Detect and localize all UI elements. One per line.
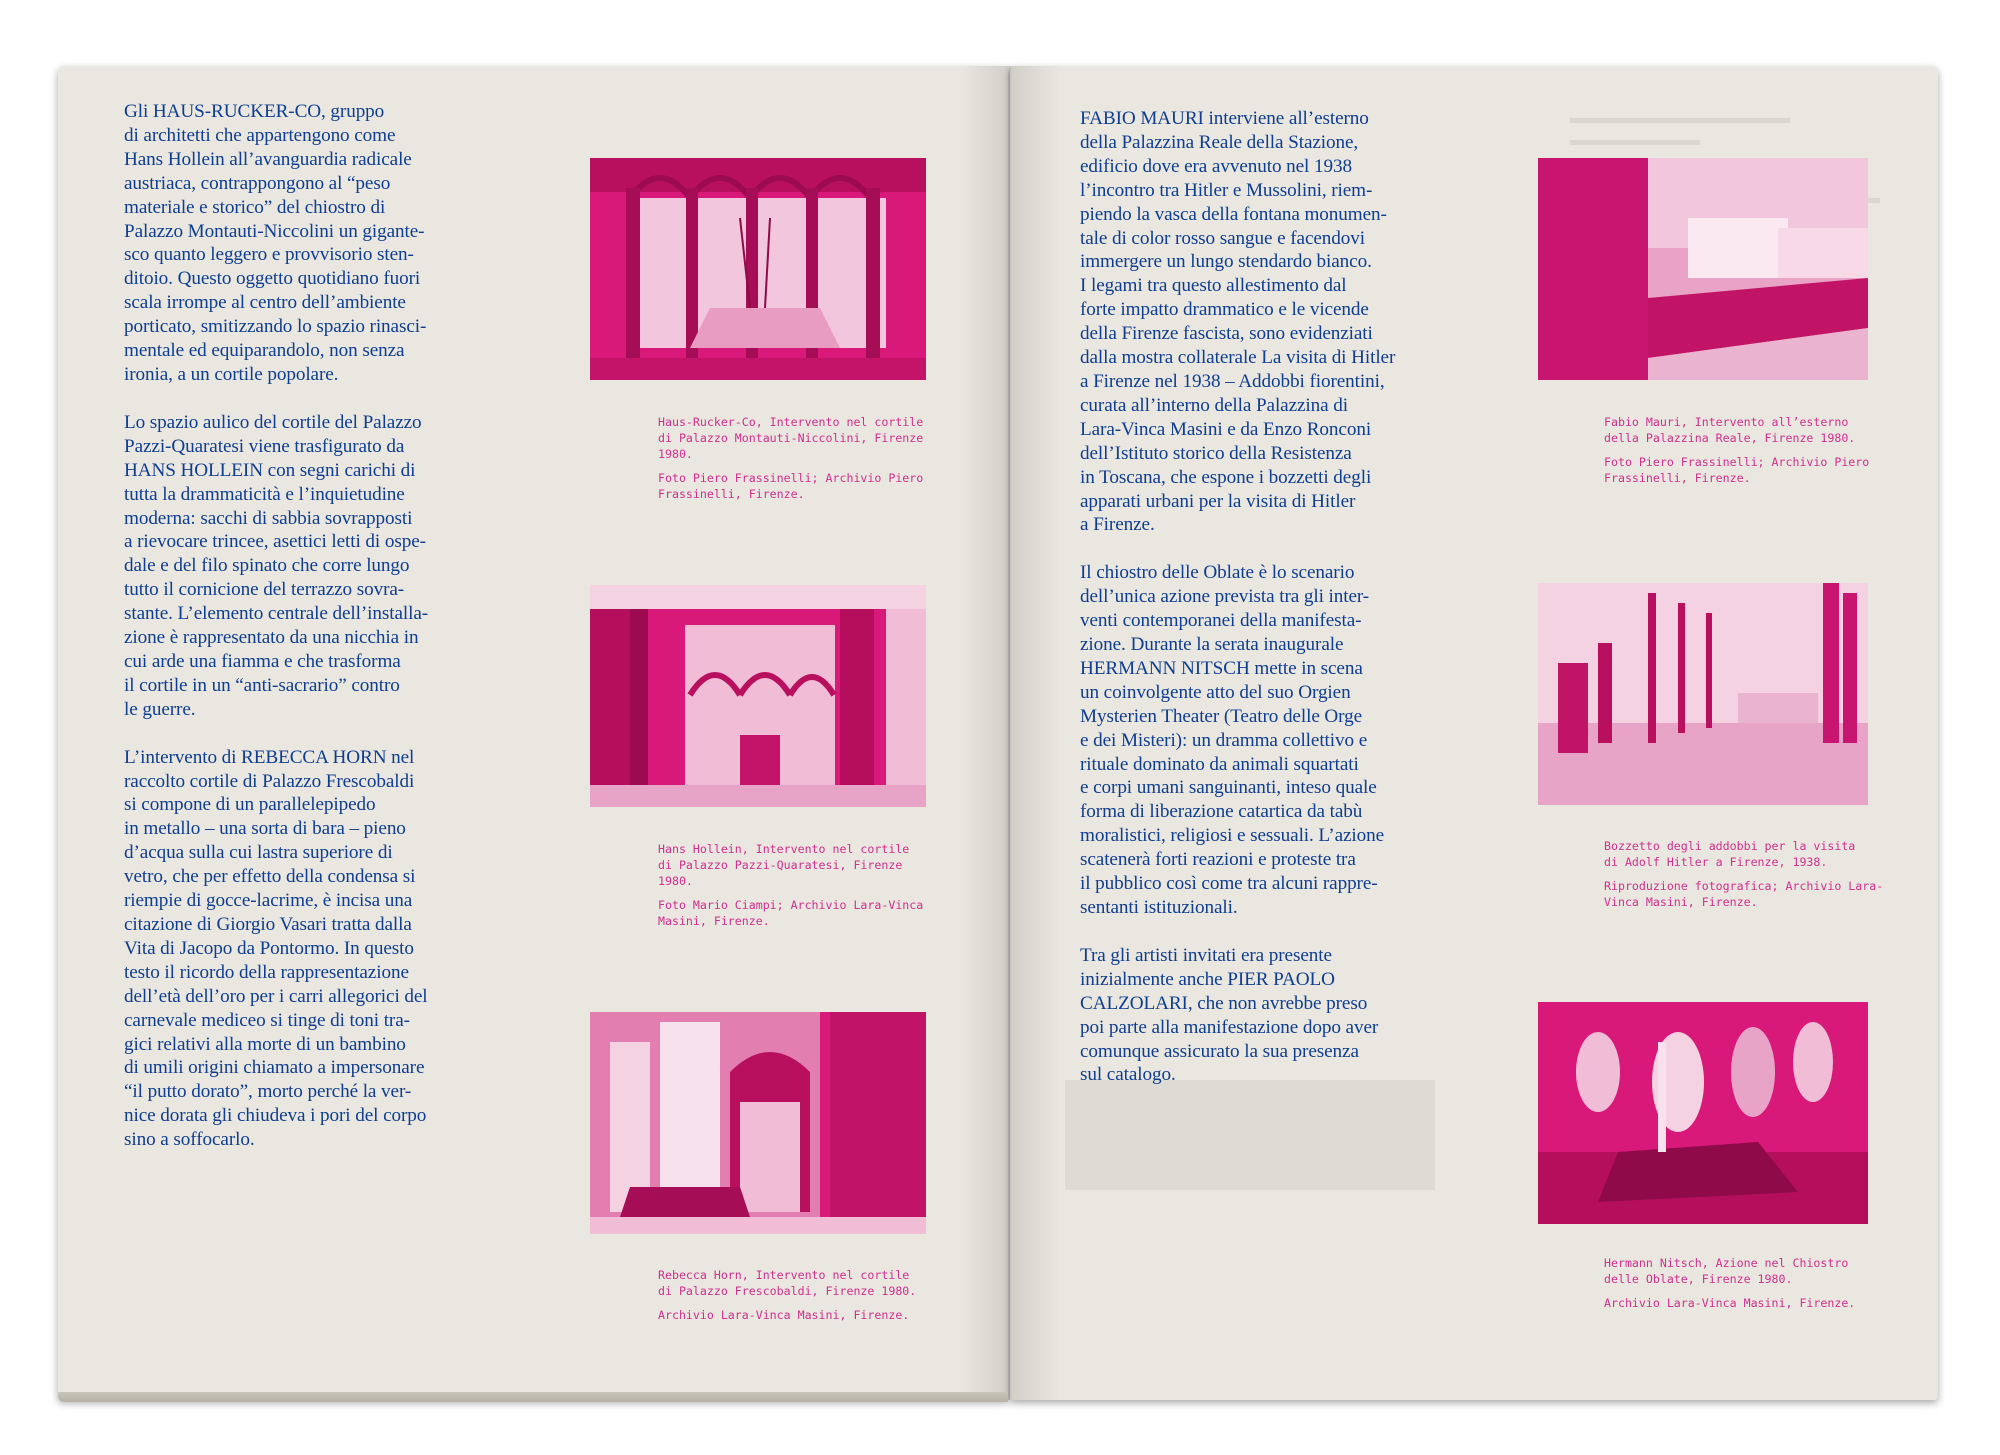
- caption-credit: Foto Piero Frassinelli; Archivio Piero Frassinelli, Firenze.: [658, 471, 924, 501]
- book-gutter: [960, 66, 1060, 1400]
- show-through-line: [1570, 140, 1700, 145]
- caption-hitler-visit-sketch: [1604, 838, 1924, 910]
- photo-rebecca-horn-courtyard: [590, 1012, 926, 1234]
- caption-title: Fabio Mauri, Intervento all’esterno della Palazzina Reale, Firenze 1980.: [1604, 415, 1856, 445]
- photo-fabio-mauri-palazzina: [1538, 158, 1868, 380]
- caption-hermann-nitsch: [1604, 1255, 1924, 1311]
- paragraph-rebecca-horn: L’intervento di REBECCA HORN nel raccolto cortile di Palazzo Frescobaldi si compone di un parallelepipedo in metallo – una sorta di bara – pieno d’acqua sulla cui lastra superiore di vetro, che per effetto della condensa si riempie di gocce-lacrime, è incisa una citazione di Giorgio Vasari tratta dalla Vita di Jacopo da Pontormo. In questo testo il ricordo della rappresentazione dell’età dell’oro per i carri allegorici del carnevale mediceo si tinge di toni tra- gici relativi alla morte di un bambino di umili origini chiamato a impersonare “il putto dorato”, morto perché la ver- nice dorata gli chiudeva i pori del corpo sino a soffocarlo.: [124, 746, 428, 1151]
- photo-hitler-visit-sketch: [1538, 583, 1868, 805]
- caption-title: Hermann Nitsch, Azione nel Chiostro delle Oblate, Firenze 1980.: [1604, 1256, 1849, 1286]
- caption-title: Haus-Rucker-Co, Intervento nel cortile di Palazzo Montauti-Niccolini, Firenze 1980.: [658, 415, 924, 461]
- caption-title: Rebecca Horn, Intervento nel cortile di Palazzo Frescobaldi, Firenze 1980.: [658, 1268, 917, 1298]
- photo-haus-rucker-co-cloister: [590, 158, 926, 380]
- caption-fabio-mauri: [1604, 414, 1924, 486]
- paragraph-fabio-mauri: FABIO MAURI interviene all’esterno della Palazzina Reale della Stazione, edificio dove era avvenuto nel 1938 l’incontro tra Hitler e Mussolini, riem- piendo la vasca della fontana monumen- tale di color rosso sangue e facendovi immergere un lungo stendardo bianco. I legami tra questo allestimento dal forte impatto drammatico e le vicende della Firenze fascista, sono evidenziati dalla mostra collaterale La visita di Hitler a Firenze nel 1938 – Addobbi fiorentini, curata all’interno della Palazzina di Lara-Vinca Masini e da Enzo Ronconi dell’Istituto storico della Resistenza in Toscana, che espone i bozzetti degli apparati urbani per la visita di Hitler a Firenze.: [1080, 108, 1396, 536]
- page-stack-edge: [58, 1392, 1008, 1402]
- caption-credit: Foto Mario Ciampi; Archivio Lara-Vinca Masini, Firenze.: [658, 898, 924, 928]
- paragraph-hans-hollein: Lo spazio aulico del cortile del Palazzo Pazzi-Quaratesi viene trasfigurato da HANS HOLLEIN con segni carichi di tutta la drammaticità e l’inquietudine moderna: sacchi di sabbia sovrapposti a rievocare trincee, asettici letti di ospe- dale e del filo spinato che corre lungo tutto il cornicione del terrazzo sovra- stante. L’elemento centrale dell’installa- zione è rappresentato da una nicchia in cui arde una fiamma e che trasforma il cortile in un “anti-sacrario” contro le guerre.: [124, 411, 429, 720]
- paragraph-haus-rucker-co: Gli HAUS-RUCKER-CO, gruppo di architetti che appartengono come Hans Hollein all’avanguardia radicale austriaca, contrappongono al “peso materiale e storico” del chiostro di Palazzo Montauti-Niccolini un gigante- sco quanto leggero e provvisorio sten- ditoio. Questo oggetto quotidiano fuori scala irrompe al centro dell’ambiente porticato, smitizzando lo spazio rinasci- mentale ed equiparandolo, non senza ironia, a un cortile popolare.: [124, 101, 427, 385]
- caption-rebecca-horn: [658, 1267, 978, 1323]
- caption-title: Hans Hollein, Intervento nel cortile di Palazzo Pazzi-Quaratesi, Firenze 1980.: [658, 842, 910, 888]
- paragraph-pier-paolo-calzolari: Tra gli artisti invitati era presente inizialmente anche PIER PAOLO CALZOLARI, che non avrebbe preso poi parte alla manifestazione dopo aver comunque assicurato la sua presenza sul catalogo.: [1080, 944, 1379, 1086]
- caption-credit: Archivio Lara-Vinca Masini, Firenze.: [1604, 1296, 1856, 1310]
- photo-hermann-nitsch-action: [1538, 1002, 1868, 1224]
- left-text-column: [124, 100, 504, 1176]
- caption-credit: Foto Piero Frassinelli; Archivio Piero Frassinelli, Firenze.: [1604, 455, 1870, 485]
- right-text-column: [1080, 107, 1480, 1111]
- caption-credit: Riproduzione fotografica; Archivio Lara- Vinca Masini, Firenze.: [1604, 879, 1884, 909]
- caption-title: Bozzetto degli addobbi per la visita di Adolf Hitler a Firenze, 1938.: [1604, 839, 1856, 869]
- show-through-line: [1570, 118, 1790, 123]
- paragraph-hermann-nitsch: Il chiostro delle Oblate è lo scenario dell’unica azione prevista tra gli inter- venti contemporanei della manifesta- zione. Durante la serata inaugurale HERMANN NITSCH mette in scena un coinvolgente atto del suo Orgien Mysterien Theater (Teatro delle Orge e dei Misteri): un dramma collettivo e rituale dominato da animali squartati e corpi umani sanguinanti, inteso quale forma di liberazione catartica da tabù moralistici, religiosi e sessuali. L’azione scatenerà forti reazioni e proteste tra il pubblico così come tra alcuni rappre- sentanti istituzionali.: [1080, 562, 1385, 918]
- caption-credit: Archivio Lara-Vinca Masini, Firenze.: [658, 1308, 910, 1322]
- caption-haus-rucker-co: [658, 414, 978, 502]
- photo-hans-hollein-courtyard: [590, 585, 926, 807]
- caption-hans-hollein: [658, 841, 978, 929]
